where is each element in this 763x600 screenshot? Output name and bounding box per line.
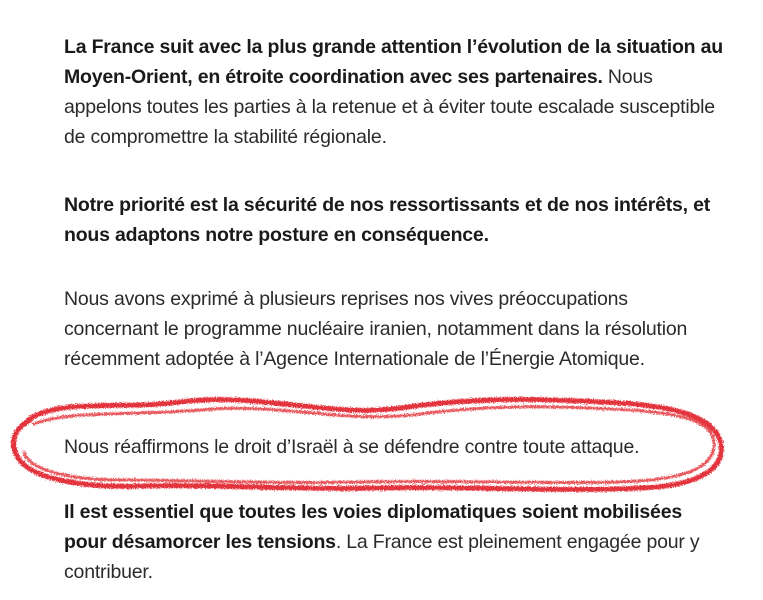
- paragraph-nuclear-text: Nous avons exprimé à plusieurs reprises nos vives préoccupations concernant le programme nucléaire iranien, notamment dans la résolution récemment adoptée à l’Agence Internationale de l’Énergie Atomique.: [64, 288, 688, 370]
- paragraph-coordination-text: Nous appelons toutes les parties à la retenue et à éviter toute escalade susceptible de compromettre la stabilité régionale.: [64, 66, 715, 148]
- paragraph-priority: [64, 190, 724, 250]
- paragraph-priority-bold: Notre priorité est la sécurité de nos ressortissants et de nos intérêts, et nous adaptons notre posture en conséquence.: [64, 194, 711, 246]
- paragraph-coordination-bold: La France suit avec la plus grande attention l’évolution de la situation au Moyen-Orient, en étroite coordination avec ses partenaires.: [64, 36, 723, 88]
- paragraph-nuclear: [64, 284, 724, 374]
- paragraph-highlighted: [64, 432, 639, 462]
- paragraph-diplomacy: [64, 497, 724, 587]
- paragraph-diplomacy-text: . La France est pleinement engagée pour y contribuer.: [64, 531, 700, 583]
- paragraph-highlighted-text: Nous réaffirmons le droit d’Israël à se défendre contre toute attaque.: [64, 436, 640, 458]
- paragraph-coordination: [64, 32, 724, 152]
- paragraph-diplomacy-bold: Il est essentiel que toutes les voies diplomatiques soient mobilisées pour désamorcer les tensions: [64, 501, 682, 553]
